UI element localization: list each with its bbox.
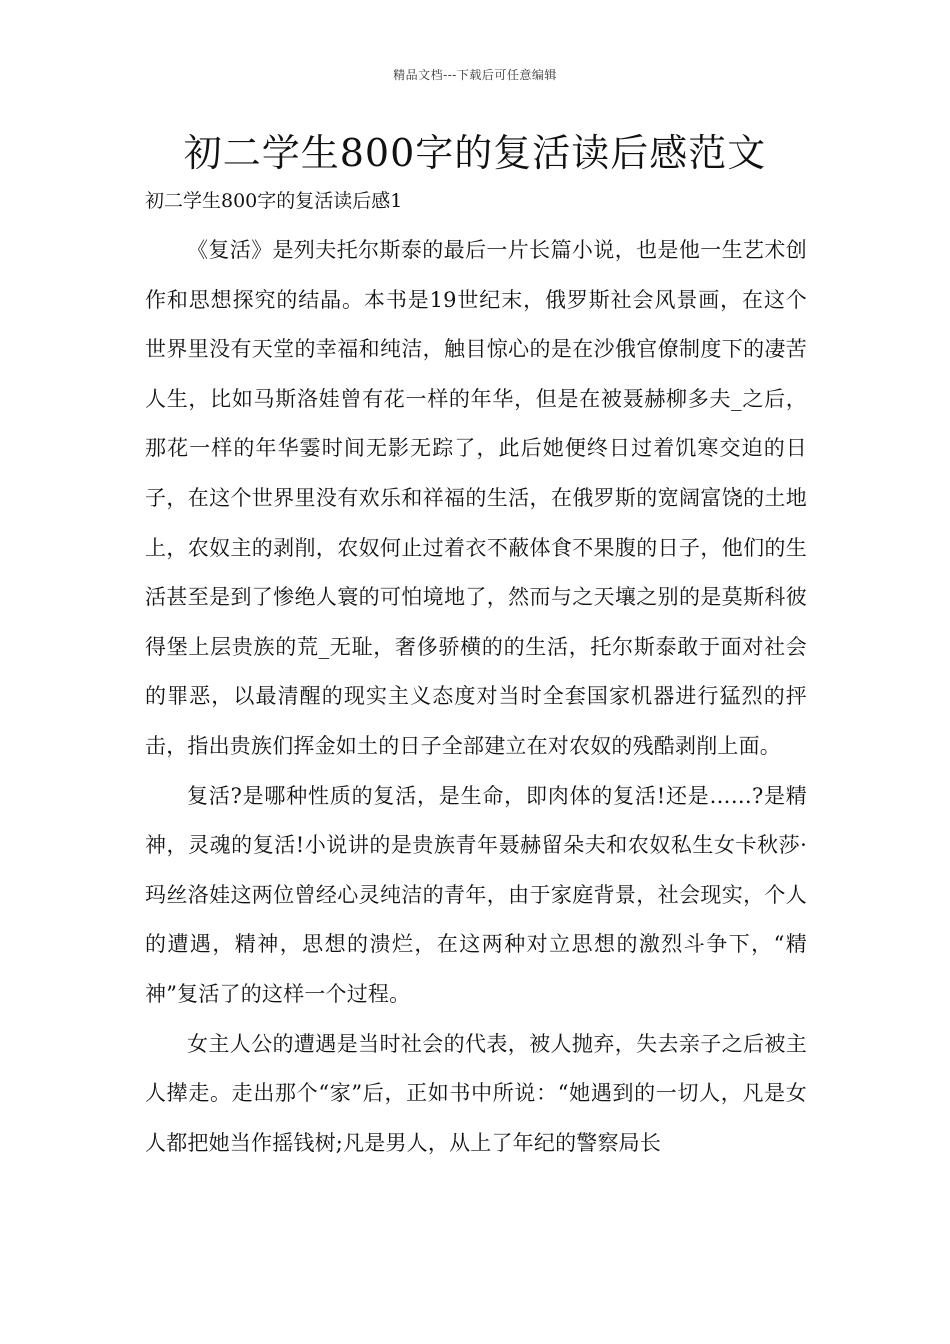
paragraph-2: 复活?是哪种性质的复活，是生命，即肉体的复活!还是……?是精神，灵魂的复活!小说讲的是贵族青年聂赫留朵夫和农奴私生女卡秋莎·玛丝洛娃这两位曾经心灵纯洁的青年，由于家庭背景，社会现实，个人的遭遇，精神，思想的溃烂，在这两种对立思想的激烈斗争下，“精神”复活了的这样一个过程。 — [145, 783, 807, 1006]
header-note: 精品文档---下载后可任意编辑 — [393, 68, 557, 82]
document-title: 初二学生800字的复活读后感范文 — [183, 131, 767, 175]
body-text — [145, 226, 807, 1168]
paragraph-3: 女主人公的遭遇是当时社会的代表，被人抛弃，失去亲子之后被主人撵走。走出那个“家”后，正如书中所说：“她遇到的一切人，凡是女人都把她当作摇钱树;凡是男人，从上了年纪的警察局长 — [145, 1031, 807, 1155]
section-heading: 初二学生800字的复活读后感1 — [145, 190, 403, 212]
paragraph-1: 《复活》是列夫托尔斯泰的最后一片长篇小说，也是他一生艺术创作和思想探究的结晶。本书是19世纪末，俄罗斯社会风景画，在这个世界里没有天堂的幸福和纯洁，触目惊心的是在沙俄官僚制度下的凄苦人生，比如马斯洛娃曾有花一样的年华，但是在被聂赫柳多夫_之后，那花一样的年华霎时间无影无踪了，此后她便终日过着饥寒交迫的日子，在这个世界里没有欢乐和祥福的生活，在俄罗斯的宽阔富饶的土地上，农奴主的剥削，农奴何止过着衣不蔽体食不果腹的日子，他们的生活甚至是到了惨绝人寰的可怕境地了，然而与之天壤之别的是莫斯科彼得堡上层贵族的荒_无耻，奢侈骄横的的生活，托尔斯泰敢于面对社会的罪恶，以最清醒的现实主义态度对当时全套国家机器进行猛烈的抨击，指出贵族们挥金如土的日子全部建立在对农奴的残酷剥削上面。 — [145, 238, 807, 758]
